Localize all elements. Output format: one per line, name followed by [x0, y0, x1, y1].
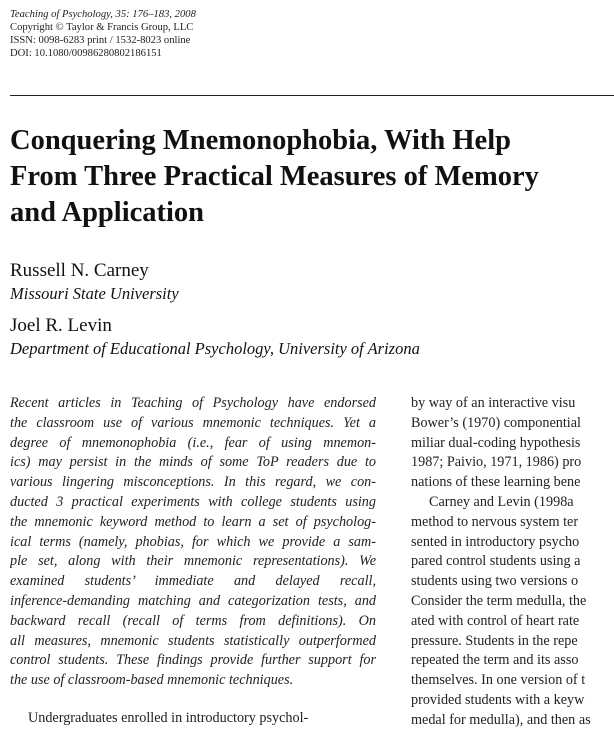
author-name: Russell N. Carney: [10, 260, 149, 281]
body-line: Bower’s (1970) componential: [411, 414, 581, 431]
article-title: [10, 123, 614, 231]
body-line: students using two versions o: [411, 573, 579, 590]
body-line: Consider the term medulla, the: [411, 592, 587, 609]
abstract-line: backward recall (recall of terms from definitions). On: [10, 612, 376, 629]
abstract-line: degree of mnemonophobia (i.e., fear of using mnemon-: [10, 434, 376, 451]
body-line: miliar dual-coding hypothesis: [411, 434, 581, 451]
body-line: themselves. In one version of t: [411, 672, 586, 689]
abstract-line: Recent articles in Teaching of Psychology have endorsed: [10, 395, 376, 411]
doi-line: DOI: 10.1080/00986280802186151: [10, 48, 162, 59]
journal-citation: Teaching of Psychology, 35: 176–183, 2008: [10, 9, 196, 20]
journal-metadata: [10, 8, 196, 60]
body-line: nations of these learning bene: [411, 474, 581, 491]
abstract-line: various lingering misconceptions. In this regard, we con-: [10, 474, 376, 491]
author-name: Joel R. Levin: [10, 315, 112, 336]
body-text-left-column: [10, 709, 376, 729]
abstract-line: control students. These findings provide further support for: [10, 652, 376, 669]
body-line: pressure. Students in the repe: [411, 632, 578, 649]
body-line: Undergraduates enrolled in introductory psychol-: [28, 710, 309, 726]
body-line: medal for medulla), and then as: [411, 711, 591, 728]
body-line: method to nervous system ter: [411, 513, 579, 530]
body-line: pared control students using a: [411, 553, 581, 570]
abstract-line: all measures, mnemonic students statistically outperformed: [10, 632, 376, 649]
abstract-line: ducted 3 practical experiments with college students using: [10, 493, 376, 510]
author-affiliation: Department of Educational Psychology, University of Arizona: [10, 339, 420, 358]
body-line: repeated the term and its asso: [411, 652, 579, 669]
abstract: [10, 394, 376, 691]
body-line: 1987; Paivio, 1971, 1986) pro: [411, 454, 582, 471]
body-line: provided students with a keyw: [411, 691, 585, 708]
abstract-line: ical terms (namely, phobias, for which we provide a sam-: [10, 533, 376, 550]
abstract-line: ple set, along with their mnemonic representations). We: [10, 553, 376, 570]
body-line: by way of an interactive visu: [411, 395, 576, 411]
header-divider: [10, 95, 614, 96]
body-text-right-column: [411, 394, 614, 731]
author-affiliation: Missouri State University: [10, 284, 179, 303]
body-line: Carney and Levin (1998a: [429, 493, 574, 510]
abstract-line: the mnemonic keyword method to learn a set of psycholog-: [10, 513, 376, 530]
title-line: From Three Practical Measures of Memory: [10, 161, 539, 192]
copyright-line: Copyright © Taylor & Francis Group, LLC: [10, 22, 194, 33]
body-line: sented in introductory psycho: [411, 533, 580, 550]
body-line: ated with control of heart rate: [411, 612, 580, 629]
issn-line: ISSN: 0098-6283 print / 1532-8023 online: [10, 35, 191, 46]
title-line: and Application: [10, 197, 205, 228]
abstract-line: the use of classroom-based mnemonic techniques.: [10, 672, 294, 689]
abstract-line: inference-demanding matching and categorization tests, and: [10, 592, 376, 609]
abstract-line: the classroom use of various mnemonic techniques. Yet a: [10, 414, 376, 431]
abstract-line: examined students’ immediate and delayed recall,: [10, 573, 376, 590]
abstract-line: ics) may persist in the minds of some ToP readers due to: [10, 454, 376, 471]
title-line: Conquering Mnemonophobia, With Help: [10, 125, 511, 156]
